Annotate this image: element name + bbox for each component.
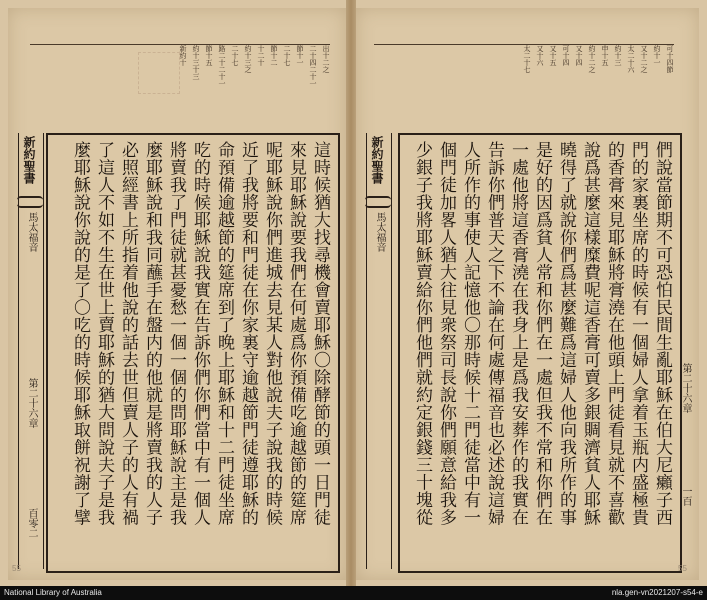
cross-ref-entry: 節十五 [205,45,213,66]
cross-ref-entry: 又十二之 [640,45,648,73]
text-column: 了這人不如不生在世上賣耶穌的猶大問說夫子是我 [94,141,114,526]
text-column: 吃的時候耶穌說我實在告訴你們你們當中有一個人 [190,141,210,526]
cross-ref-entry: 可十四 [562,45,570,66]
left-text-frame [46,133,340,573]
cross-ref-entry: 約十一 [653,45,661,66]
cross-ref-entry: 又十四 [575,45,583,66]
text-column: 們說當節期不可恐怕民間生亂耶穌在伯大尼癩子西 [652,141,672,526]
text-column: 告訴你們普天之下不論在何處傳福音也必述說這婦 [484,141,504,526]
cross-ref-entry: 二十四二十一 [309,45,317,87]
text-column: 的香膏來見耶穌將膏澆在他頭上門徒看見就不喜歡 [604,141,624,526]
right-pencil-mark: 55 [678,564,687,573]
right-book-title: 新約聖書 [370,136,384,184]
cross-ref-entry: 新約十 [179,45,187,66]
scroll-ornament-icon [17,196,43,208]
text-column: 個門徒加畧人猶大往見衆祭司長說你們願意給我多 [436,141,456,526]
cross-ref-entry: 約十三十三 [192,45,200,80]
cross-ref-entry: 太二十六 [627,45,635,73]
right-chapter: 第二十六章 [680,363,691,413]
text-column: 麼耶穌說你說的是了〇吃的時候耶穌取餅祝謝了擘 [70,141,90,526]
text-column: 麼耶穌說和我同蘸手在盤内的他就是將賣我的人子 [142,141,162,526]
cross-ref-entry: 節十一 [296,45,304,66]
text-column: 是好的因爲貧人常和你們在一處但我不常和你們在 [532,141,552,526]
cross-ref-entry: 太二十七 [523,45,531,73]
cross-ref-entry: 約十二之 [588,45,596,73]
text-column: 曉得了就說你們爲甚麼難爲這婦人他向我所作的事 [556,141,576,526]
book-gutter [346,0,356,586]
left-page [8,8,346,580]
text-column: 來見耶穌說要我們在何處爲你預備吃逾越節的筵席 [286,141,306,526]
library-stamp [138,52,180,94]
cross-ref-entry: 路二十二十一 [218,45,226,87]
cross-ref-entry: 二十七 [283,45,291,66]
cross-ref-entry: 又十六 [536,45,544,66]
text-column: 門的家裏坐席的時候有一個婦人拿着玉瓶内盛極貴 [628,141,648,526]
text-column: 說爲甚麼這樣糜費呢這香膏可賣多銀賙濟貧人耶穌 [580,141,600,526]
cross-ref-entry: 十二十 [257,45,265,66]
text-column: 將賣我了門徒就甚憂愁一個一個的問耶穌說主是我 [166,141,186,526]
text-column: 少銀子我將耶穌賣給你們他們就約定銀錢三十塊從 [412,141,432,526]
right-cross-references [374,44,674,127]
right-page [356,8,699,580]
text-column: 人所作的事使人記憶他〇那時候十二門徒當中有一 [460,141,480,526]
right-text-columns [406,141,674,565]
cross-ref-entry: 約十三之 [244,45,252,73]
cross-ref-entry: 申十五 [601,45,609,66]
left-book-section: 馬太福音 [26,212,37,252]
footer-credit: National Library of Australia [4,588,102,597]
footer-bar [0,586,707,600]
text-column: 命預備逾越節的筵席到了晚上耶穌和十二門徒坐席 [214,141,234,526]
right-page-number: 一百 [680,486,691,506]
left-pencil-mark: 55 [12,564,21,573]
text-column: 一處他將這香膏澆在我身上是爲我安葬作的我實在 [508,141,528,526]
cross-ref-entry: 節十二 [270,45,278,66]
right-book-section: 馬太福音 [374,212,385,252]
scroll-ornament-icon [365,196,391,208]
left-text-columns [54,141,332,565]
footer-identifier: nla.gen-vn2021207-s54-e [611,588,703,597]
text-column: 呢耶穌說你們進城去見某人對他說夫子說我的時候 [262,141,282,526]
left-page-number: 百零二 [26,508,37,538]
right-text-frame [398,133,682,573]
left-chapter: 第二十六章 [26,378,37,428]
cross-ref-entry: 又十五 [549,45,557,66]
text-column: 必照經書上所指着他說的話去世但賣人子的人有禍 [118,141,138,526]
cross-ref-entry: 出十二之 [322,45,330,73]
cross-ref-entry: 二十七 [231,45,239,66]
text-column: 近了我將要和門徒在你家裏守逾越節門徒遵耶穌的 [238,141,258,526]
cross-ref-entry: 約十三 [614,45,622,66]
left-book-title: 新約聖書 [22,136,36,184]
cross-ref-entry: 可十四節 [666,45,674,73]
text-column: 這時候猶大找尋機會賣耶穌〇除酵節的頭一日門徒 [310,141,330,526]
left-cross-references [30,44,330,127]
